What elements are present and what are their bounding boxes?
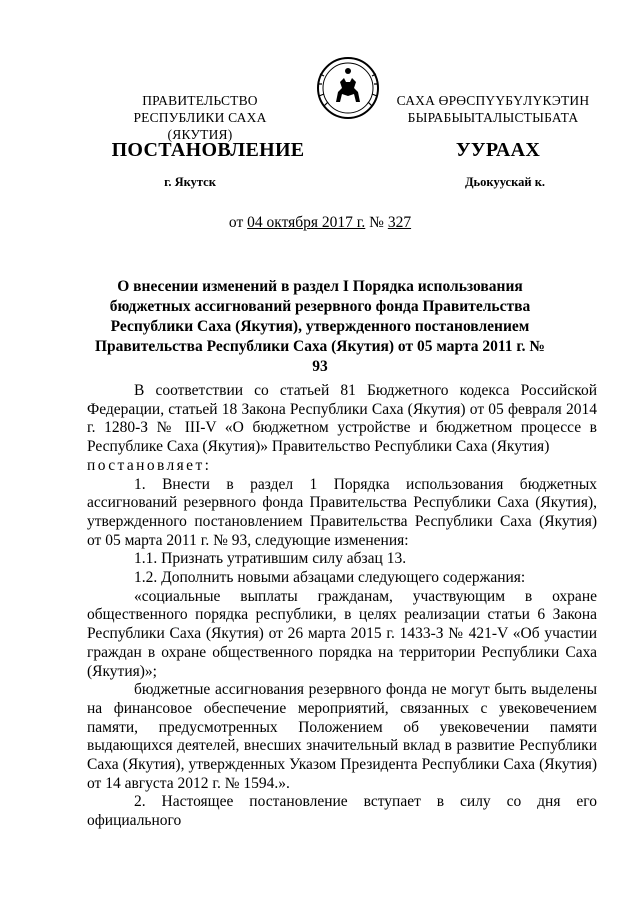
city-russian: г. Якутск [164,175,216,189]
paragraph-1-1: 1.1. Признать утратившим силу абзац 13. [134,550,407,568]
paragraph-1: 1. Внести в раздел 1 Порядка использования бюджетных ассигнований резервного фонда Правительства Республики Саха (Якутия), утвержденного постановлением Правительства Республики Саха (Якутия) от 05 марта 2011 г. № 93, следующие изменения: [87,475,597,549]
date-number-line [0,214,640,232]
paragraph-new-1: «социальные выплаты гражданам, участвующим в охране общественного порядка республики, в целях реализации статьи 6 Закона Республики Саха (Якутия) от 26 марта 2015 г. 1433-З № 421-V «Об участии граждан в охране общественного порядка на территории Республики Саха (Якутия)»; [87,587,597,680]
paragraph-2: 2. Настоящее постановление вступает в силу со дня его официального [87,793,597,830]
date-prefix: от [228,214,248,231]
issuer-russian [100,92,300,143]
issuer-russian-line2: РЕСПУБЛИКИ САХА (ЯКУТИЯ) [133,110,267,142]
decree-number: 327 [387,214,412,231]
number-prefix: № [365,214,388,231]
doc-type-russian: ПОСТАНОВЛЕНИЕ [111,139,305,161]
issuer-russian-line1: ПРАВИТЕЛЬСТВО [142,93,258,108]
paragraph-new-2: бюджетные ассигнования резервного фонда не могут быть выделены на финансовое обеспечение мероприятий, связанных с увековечением памяти, предусмотренных Положением об увековечении памяти выдающихся деятелей, внесших значительный вклад в развитие Республики Саха (Якутия), утвержденных Указом Президента Республики Саха (Якутия) от 14 августа 2012 г. № 1594.». [87,681,597,792]
decree-word: постановляет: [87,456,212,474]
issuer-yakut-line2: БЫРАБЫЫТАЛЫСТЫБАТА [407,110,579,125]
city-yakut: Дьокуускай к. [464,175,546,189]
coat-of-arms-emblem [316,56,380,120]
doc-type-yakut: УУРААХ [455,139,541,161]
issuer-yakut [388,92,598,126]
document-title: О внесении изменений в раздел I Порядка использования бюджетных ассигнований резервного фонда Правительства Республики Саха (Якутия), утвержденного постановлением Правительства Республики Саха (Якутия) от 05 марта 2011 г. № 93 [95,278,546,375]
decree-date: 04 октября 2017 г. [247,214,366,231]
paragraph-preamble: В соответствии со статьей 81 Бюджетного кодекса Российской Федерации, статьей 18 Закона Республики Саха (Якутия) от 05 февраля 2014 г. 1280-З № III-V «О бюджетном устройстве и бюджетном процессе в Республике Саха (Якутия)» Правительство Республики Саха (Якутия) [87,382,597,456]
paragraph-1-2: 1.2. Дополнить новыми абзацами следующего содержания: [134,569,526,587]
document-body [87,382,597,831]
issuer-yakut-line1: САХА ӨРӨСПYYБYЛYКЭТИН [396,93,590,108]
